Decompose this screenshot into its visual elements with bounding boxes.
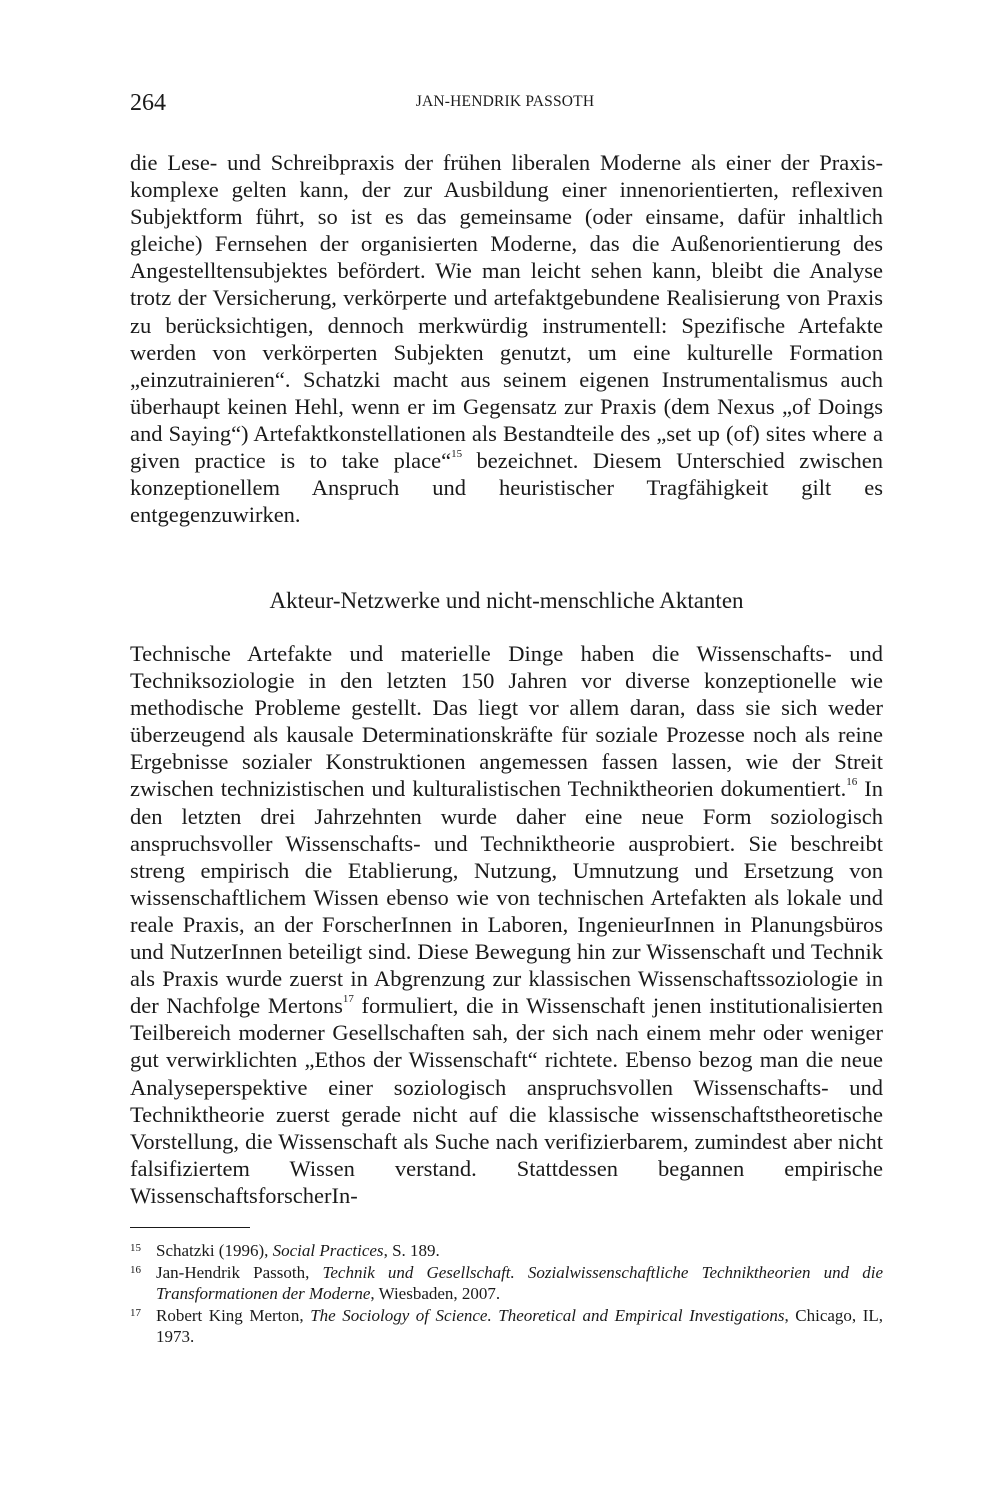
running-head: JAN-HENDRIK PASSOTH xyxy=(415,93,595,110)
footnote-text xyxy=(156,1305,883,1348)
paragraph-text: bezeichnet. Diesem Unterschied zwischen konzeptionellem Anspruch und heuristischer Tragfähigkeit gilt es entgegenzuwirken. xyxy=(130,448,883,528)
footnote xyxy=(130,1305,883,1348)
page-number: 264 xyxy=(130,90,166,116)
footnote xyxy=(130,1262,883,1305)
paragraph-text: Technische Artefakte und materielle Dinge haben die Wissenschafts- und Techniksoziologie in den letzten 150 Jahren vor diverse konzeptionelle wie methodische Probleme gestellt. Das liegt vor allem daran, dass sie sich weder überzeugend als kausale Determinationskräfte für soziale Prozesse noch als reine Ergebnisse sozialer Konstruktionen angemessen fassen lassen, wie der Streit zwischen technizistischen und kulturalistischen Techniktheorien dokumentiert. xyxy=(130,641,883,802)
footnote-number: 15 xyxy=(130,1242,141,1254)
footnote-text xyxy=(156,1240,883,1262)
body-paragraph xyxy=(130,149,883,528)
paragraph-text: In den letzten drei Jahrzehnten wurde daher eine neue Form soziologisch anspruchsvoller Wissenschafts- und Techniktheorie ausprobiert. Sie beschreibt streng empirisch die Etablierung, Nutzung, Umnutzung und Ersetzung von wissenschaftlichem Wissen ebenso wie von technischen Artefakten als lokale und reale Praxis, an der ForscherInnen in Laboren, IngenieurInnen in Planungsbüros und NutzerInnen beteiligt sind. Diese Bewegung hin zur Wissenschaft und Technik als Praxis wurde zuerst in Abgrenzung zur klassischen Wissenschaftssoziologie in der Nachfolge Mertons xyxy=(130,776,883,1019)
footnote-title: Technik und Gesellschaft. Sozialwissenschaftliche Techniktheorien und die Transformationen der Moderne xyxy=(156,1262,883,1303)
footnote-number: 17 xyxy=(130,1306,141,1319)
footnote-text-part: Robert King Merton, xyxy=(156,1305,311,1325)
footnote-reference[interactable]: 15 xyxy=(451,447,463,460)
footnote-reference[interactable]: 16 xyxy=(846,775,858,788)
footnote-number: 16 xyxy=(130,1263,141,1276)
footnote-reference[interactable]: 17 xyxy=(342,992,354,1005)
body-paragraph xyxy=(130,640,883,1209)
footnote xyxy=(130,1240,883,1262)
footnote-title: The Sociology of Science. Theoretical and Empirical Investigations xyxy=(310,1305,785,1325)
footnote-text-part: Schatzki (1996), xyxy=(156,1241,273,1260)
footnote-text-part: , Chicago, IL, 1973. xyxy=(156,1305,884,1346)
section-heading: Akteur-Netzwerke und nicht-menschliche Aktanten xyxy=(269,588,744,613)
paragraph-text: die Lese- und Schreibpraxis der frühen liberalen Moderne als einer der Praxiskomplexe gelten kann, der zur Ausbildung einer innenorientierten, reflexiven Subjektform führt, so ist es das gemeinsame (oder einsame, dafür inhaltlich gleiche) Fernsehen der organisierten Moderne, das die Außenorientierung des Angestelltensubjektes befördert. Wie man leicht sehen kann, bleibt die Analyse trotz der Versicherung, verkörperte und artefaktgebundene Realisierung von Praxis zu berücksichtigen, dennoch merkwürdig instrumentell: Spezifische Artefakte werden von verkörperten Subjekten genutzt, um eine kulturelle Formation „einzutrainieren“. Schatzki macht aus seinem eigenen Instrumentalismus auch überhaupt keinen Hehl, wenn er im Gegensatz zur Praxis (dem Nexus „of Doings and Saying“) Artefaktkonstellationen als Bestandteile des „set up (of) sites where a given practice is to take place“ xyxy=(130,150,883,474)
footnote-text-part: , Wiesbaden, 2007. xyxy=(370,1284,501,1303)
footnote-text-part: Jan-Hendrik Passoth, xyxy=(156,1262,323,1282)
footnote-text-part: , S. 189. xyxy=(383,1241,440,1260)
footnote-title: Social Practices xyxy=(272,1241,384,1260)
footnote-divider xyxy=(130,1227,250,1228)
footnotes xyxy=(130,1240,883,1348)
footnote-text xyxy=(156,1262,883,1305)
paragraph-text: formuliert, die in Wissenschaft jenen institutionalisierten Teilbereich moderner Gesellschaften sah, der sich nach einem mehr oder weniger gut verwirklichten „Ethos der Wissenschaft“ richtete. Ebenso bezog man die neue Analyseperspektive einer soziologisch anspruchsvollen Wissenschafts- und Techniktheorie zuerst gerade nicht auf die klassische wissenschaftstheoretische Vorstellung, die Wissenschaft als Suche nach verifizierbarem, zumindest aber nicht falsifiziertem Wissen verstand. Stattdessen begannen empirische WissenschaftsforscherIn- xyxy=(130,993,883,1208)
